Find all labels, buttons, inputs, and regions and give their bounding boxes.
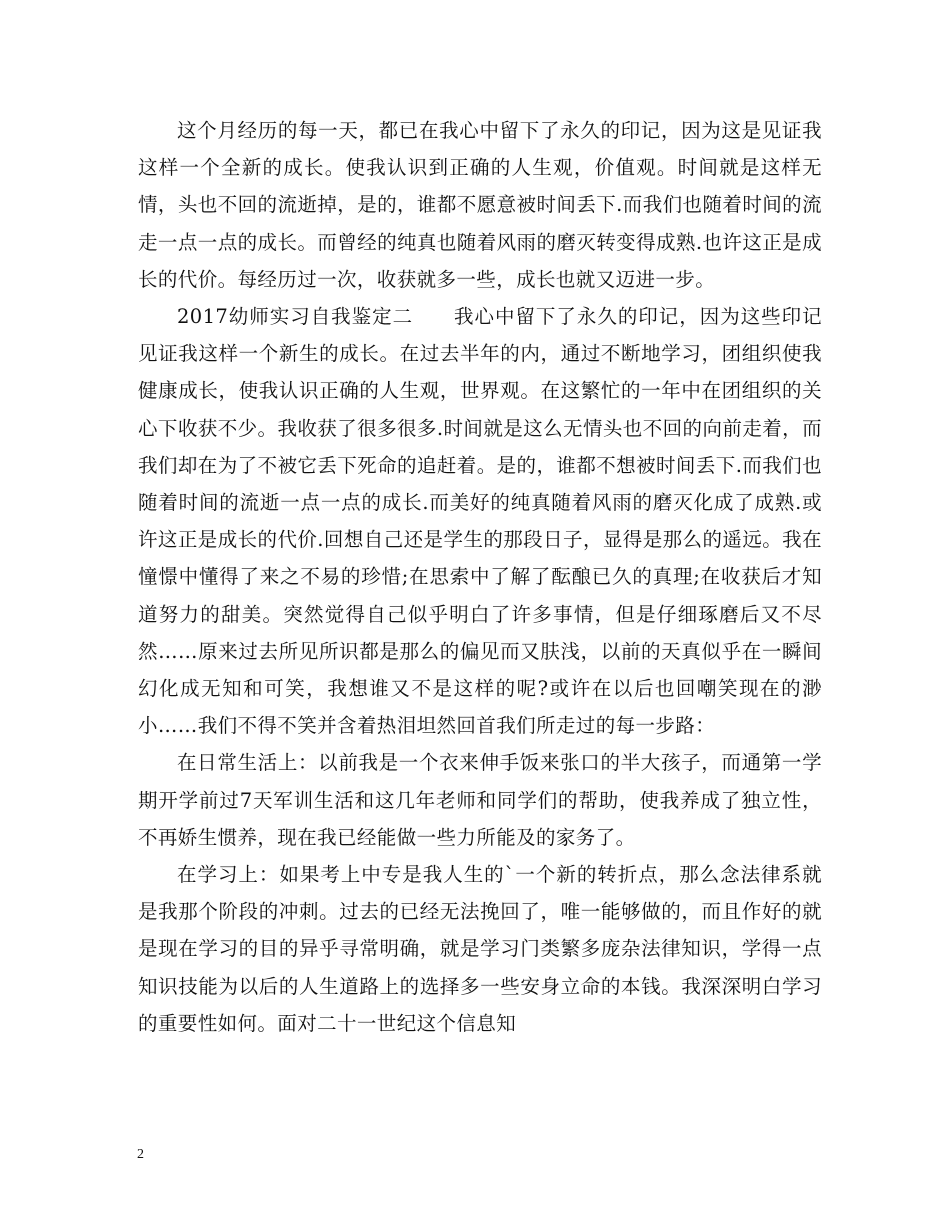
paragraph-3: 在日常生活上：以前我是一个衣来伸手饭来张口的半大孩子，而通第一学期开学前过7天军训生活和这几年老师和同学们的帮助，使我养成了独立性，不再娇生惯养，现在我已经能做一些力所能及的家务了。 — [138, 751, 822, 849]
document-body — [138, 112, 822, 1042]
page-number: 2 — [137, 1147, 144, 1162]
paragraph-1: 这个月经历的每一天，都已在我心中留下了永久的印记，因为这是见证我这样一个全新的成长。使我认识到正确的人生观，价值观。时间就是这样无情，头也不回的流逝掉，是的，谁都不愿意被时间丢下.而我们也随着时间的流走一点一点的成长。而曾经的纯真也随着风雨的磨灭转变得成熟.也许这正是成长的代价。每经历过一次，收获就多一些，成长也就又迈进一步。 — [138, 119, 822, 291]
paragraph-4: 在学习上：如果考上中专是我人生的`一个新的转折点，那么念法律系就是我那个阶段的冲刺。过去的已经无法挽回了，唯一能够做的，而且作好的就是现在学习的目的异乎寻常明确，就是学习门类繁多庞杂法律知识，学得一点知识技能为以后的人生道路上的选择多一些安身立命的本钱。我深深明白学习的重要性如何。面对二十一世纪这个信息知 — [138, 863, 822, 1035]
paragraph-2: 2017幼师实习自我鉴定二 我心中留下了永久的印记，因为这些印记见证我这样一个新生的成长。在过去半年的内，通过不断地学习，团组织使我健康成长，使我认识正确的人生观，世界观。在这繁忙的一年中在团组织的关心下收获不少。我收获了很多很多.时间就是这么无情头也不回的向前走着，而我们却在为了不被它丢下死命的追赶着。是的，谁都不想被时间丢下.而我们也随着时间的流逝一点一点的成长.而美好的纯真随着风雨的磨灭化成了成熟.或许这正是成长的代价.回想自己还是学生的那段日子，显得是那么的遥远。我在憧憬中懂得了来之不易的珍惜;在思索中了解了酝酿已久的真理;在收获后才知道努力的甜美。突然觉得自己似乎明白了许多事情，但是仔细琢磨后又不尽然……原来过去所见所识都是那么的偏见而又肤浅，以前的天真似乎在一瞬间幻化成无知和可笑，我想谁又不是这样的呢?或许在以后也回嘲笑现在的渺小……我们不得不笑并含着热泪坦然回首我们所走过的每一步路： — [138, 305, 822, 738]
